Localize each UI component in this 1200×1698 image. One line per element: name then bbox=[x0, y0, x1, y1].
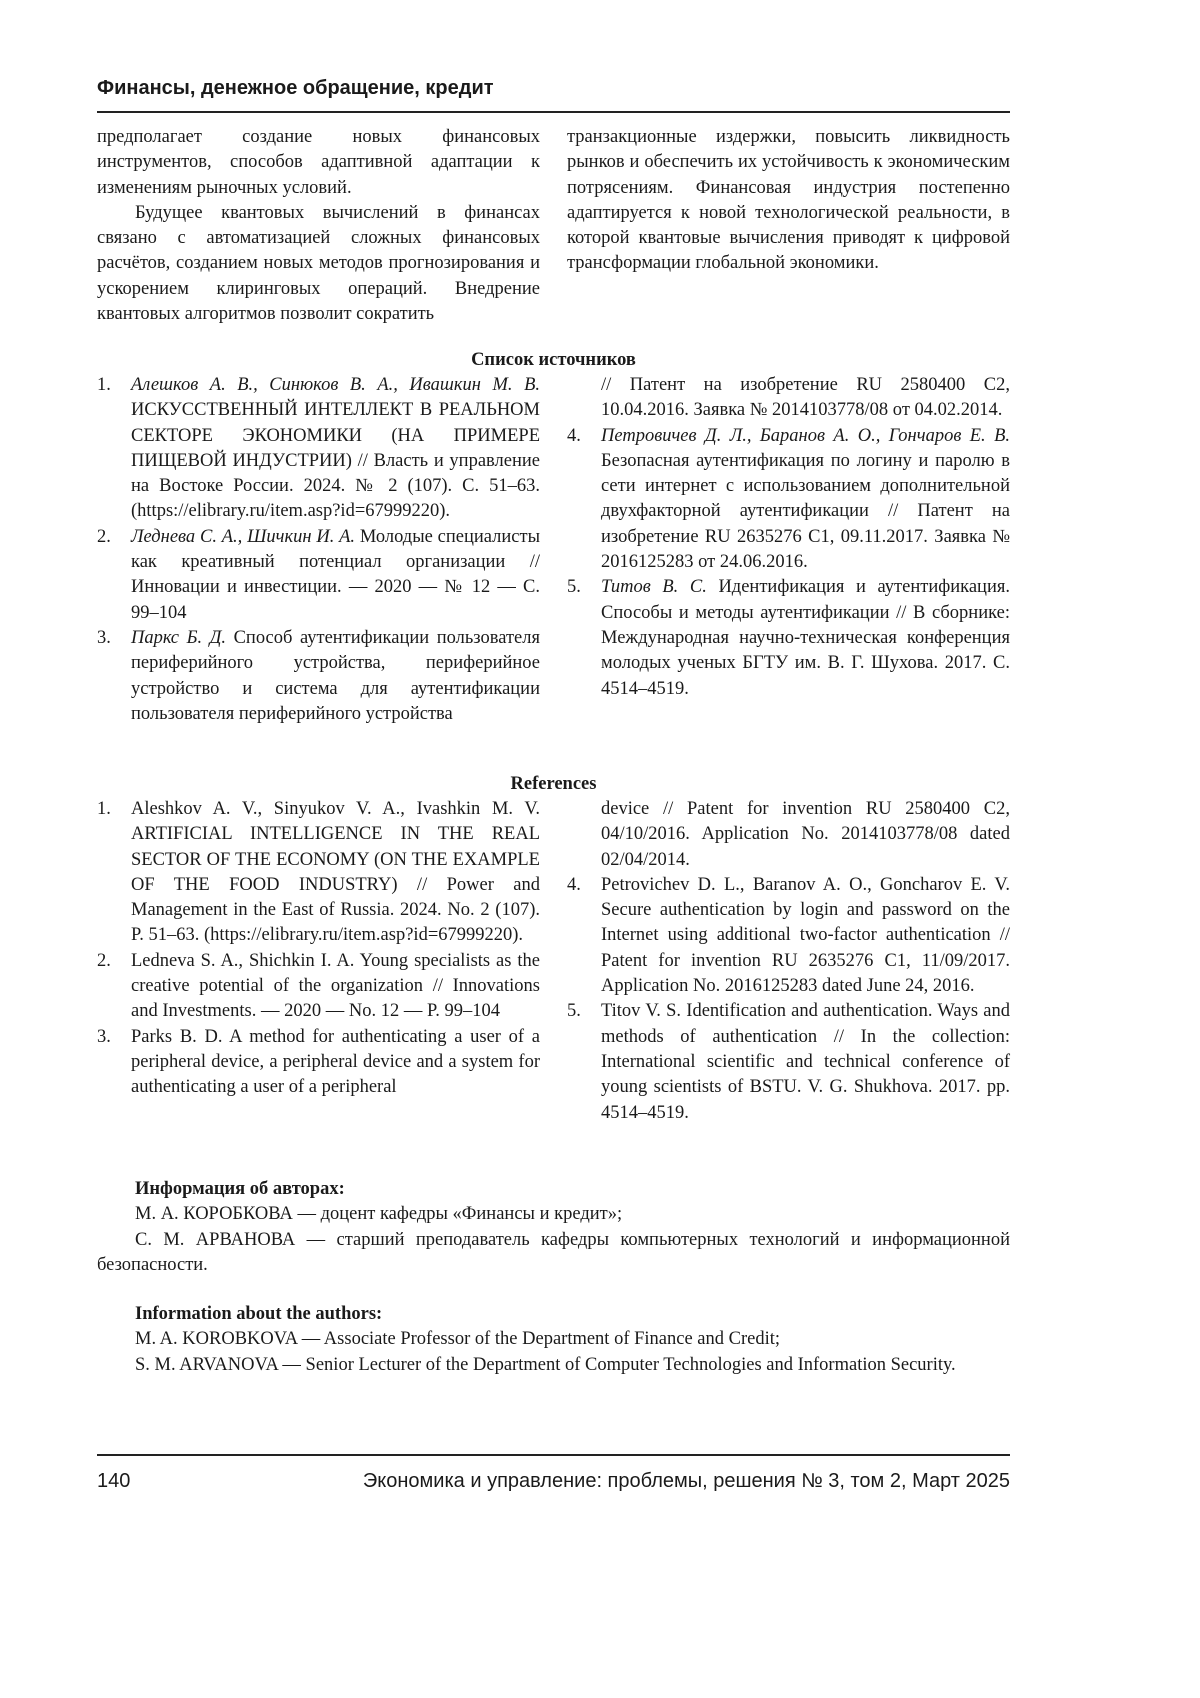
body-paragraph: Будущее квантовых вычислений в финансах связано с автоматизацией сложных финансовых расчётов, созданием новых методов прогнозирования и ускорением клиринговых операций. Внедрение квантовых алгоритмов позволит сократить bbox=[97, 201, 540, 327]
author-line: С. М. АРВАНОВА — старший преподаватель кафедры компьютерных технологий и информационной безопасности. bbox=[97, 1228, 1010, 1279]
source-text: Безопасная аутентификация по логину и паролю в сети интернет с использованием дополнительной двухфакторной аутентификации // Патент на изобретение RU 2635276 C1, 09.11.2017. Заявка № 2016125283 от 24.06.2016. bbox=[601, 451, 1010, 572]
author-line: S. M. ARVANOVA — Senior Lecturer of the Department of Computer Technologies and Information Security. bbox=[97, 1353, 1010, 1378]
reference-text: Aleshkov A. V., Sinyukov V. A., Ivashkin M. V. ARTIFICIAL INTELLIGENCE IN THE REAL SECTOR OF THE ECONOMY (ON THE EXAMPLE OF THE FOOD INDUSTRY) // Power and Management in the East of Russia. 2024. No. 2 (107). P. 51–63. (https://elibrary.ru/item.asp?id=67999220). bbox=[131, 799, 540, 945]
item-number: 1. bbox=[97, 373, 111, 398]
source-item bbox=[97, 525, 540, 626]
header-rule bbox=[97, 111, 1010, 113]
sources-right-column bbox=[567, 373, 1010, 702]
source-authors: Паркс Б. Д. bbox=[131, 628, 226, 648]
item-number: 5. bbox=[567, 575, 581, 600]
reference-item bbox=[97, 1025, 540, 1101]
item-number: 2. bbox=[97, 525, 111, 550]
source-authors: Алешков А. В., Синюков В. А., Ивашкин М. В. bbox=[131, 375, 540, 395]
authors-info-ru bbox=[97, 1177, 1010, 1278]
reference-item bbox=[567, 873, 1010, 999]
source-item bbox=[567, 575, 1010, 701]
running-header: Финансы, денежное обращение, кредит bbox=[97, 76, 494, 101]
references-right-column bbox=[567, 797, 1010, 1126]
source-text: Способ аутентификации пользователя периферийного устройства, периферийное устройство и система для аутентификации пользователя периферийного устройства bbox=[131, 628, 540, 724]
source-authors: Титов В. С. bbox=[601, 577, 707, 597]
sources-left-column bbox=[97, 373, 540, 727]
authors-info-title: Information about the authors: bbox=[97, 1302, 1010, 1327]
body-left-column bbox=[97, 125, 540, 327]
source-text: // Патент на изобретение RU 2580400 C2, 10.04.2016. Заявка № 2014103778/08 от 04.02.2014. bbox=[601, 375, 1010, 420]
source-item bbox=[97, 373, 540, 525]
source-item-continued bbox=[567, 373, 1010, 424]
source-text: Молодые специалисты как креативный потенциал организации // Инновации и инвестиции. — 2020 — № 12 — С. 99–104 bbox=[131, 527, 540, 623]
reference-item bbox=[567, 999, 1010, 1125]
authors-info-title: Информация об авторах: bbox=[97, 1177, 1010, 1202]
source-text: ИСКУССТВЕННЫЙ ИНТЕЛЛЕКТ В РЕАЛЬНОМ СЕКТОРЕ ЭКОНОМИКИ (НА ПРИМЕРЕ ПИЩЕВОЙ ИНДУСТРИИ) // Власть и управление на Востоке России. 2024. № 2 (107). С. 51–63. (https://elibrary.ru/item.asp?id=67999220). bbox=[131, 400, 540, 521]
reference-text: Titov V. S. Identification and authentication. Ways and methods of authentication // In the collection: International scientific and technical conference of young scientists of BSTU. V. G. Shukhova. 2017. pp. 4514–4519. bbox=[601, 1001, 1010, 1122]
author-line: M. A. KOROBKOVA — Associate Professor of the Department of Finance and Credit; bbox=[97, 1327, 1010, 1352]
item-number: 2. bbox=[97, 949, 111, 974]
source-item bbox=[567, 424, 1010, 576]
body-paragraph: предполагает создание новых финансовых инструментов, способов адаптивной адаптации к изменениям рыночных условий. bbox=[97, 125, 540, 201]
author-line: М. А. КОРОБКОВА — доцент кафедры «Финансы и кредит»; bbox=[97, 1202, 1010, 1227]
reference-item-continued bbox=[567, 797, 1010, 873]
authors-info-en bbox=[97, 1302, 1010, 1378]
reference-item bbox=[97, 949, 540, 1025]
item-number: 4. bbox=[567, 424, 581, 449]
item-number: 1. bbox=[97, 797, 111, 822]
reference-text: Ledneva S. A., Shichkin I. A. Young specialists as the creative potential of the organization // Innovations and Investments. — 2020 — No. 12 — P. 99–104 bbox=[131, 951, 540, 1022]
source-authors: Петровичев Д. Л., Баранов А. О., Гончаров Е. В. bbox=[601, 426, 1010, 446]
reference-text: device // Patent for invention RU 2580400 C2, 04/10/2016. Application No. 2014103778/08 dated 02/04/2014. bbox=[601, 799, 1010, 870]
item-number: 3. bbox=[97, 626, 111, 651]
item-number: 3. bbox=[97, 1025, 111, 1050]
body-right-column bbox=[567, 125, 1010, 277]
references-left-column bbox=[97, 797, 540, 1101]
sources-heading: Список источников bbox=[97, 348, 1010, 373]
source-authors: Леднева С. А., Шичкин И. А. bbox=[131, 527, 355, 547]
page-number: 140 bbox=[97, 1469, 130, 1494]
reference-text: Parks B. D. A method for authenticating a user of a peripheral device, a peripheral device and a system for authenticating a user of a peripheral bbox=[131, 1027, 540, 1098]
item-number: 4. bbox=[567, 873, 581, 898]
footer-rule bbox=[97, 1454, 1010, 1456]
journal-title: Экономика и управление: проблемы, решения № 3, том 2, Март 2025 bbox=[363, 1469, 1010, 1494]
source-text: Идентификация и аутентификация. Способы и методы аутентификации // В сборнике: Международная научно-техническая конференция молодых ученых БГТУ им. В. Г. Шухова. 2017. С. 4514–4519. bbox=[601, 577, 1010, 698]
source-item bbox=[97, 626, 540, 727]
body-paragraph: транзакционные издержки, повысить ликвидность рынков и обеспечить их устойчивость к экономическим потрясениям. Финансовая индустрия постепенно адаптируется к новой технологической реальности, в которой квантовые вычисления приводят к цифровой трансформации глобальной экономики. bbox=[567, 125, 1010, 277]
references-heading: References bbox=[97, 772, 1010, 797]
item-number: 5. bbox=[567, 999, 581, 1024]
reference-text: Petrovichev D. L., Baranov A. O., Goncharov E. V. Secure authentication by login and password on the Internet using additional two-factor authentication // Patent for invention RU 2635276 C1, 11/09/2017. Application No. 2016125283 dated June 24, 2016. bbox=[601, 875, 1010, 996]
reference-item bbox=[97, 797, 540, 949]
